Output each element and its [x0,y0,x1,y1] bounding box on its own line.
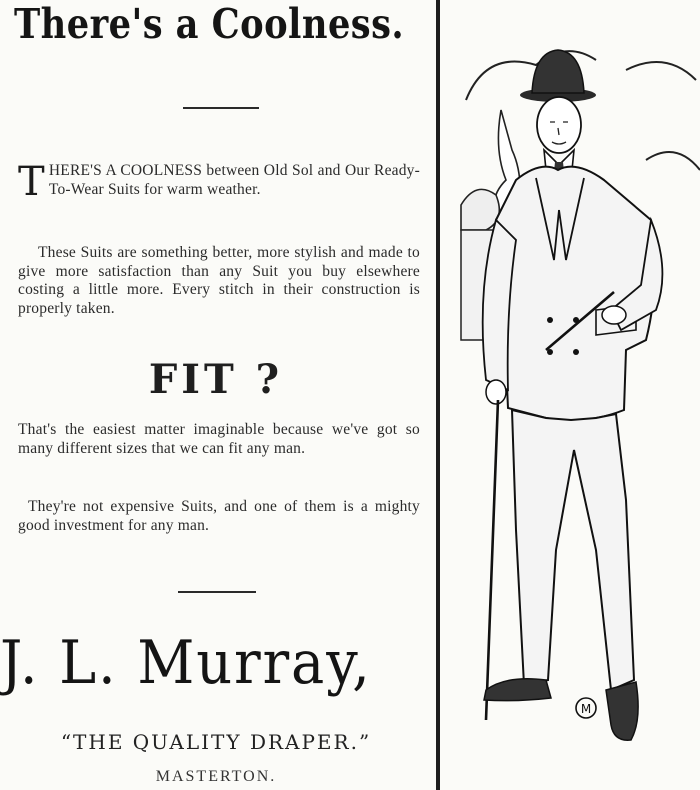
suit-trousers [512,410,634,690]
background-cloud-right [626,62,700,170]
sizes-paragraph: That's the easiest matter imaginable because we've got so many different sizes that we can fit any man. [18,421,420,457]
town-name: MASTERTON. [155,768,277,785]
bottom-divider-rule [178,591,256,593]
man-in-suit-illustration [446,30,700,770]
jacket-button [573,349,579,355]
artist-monogram-letter: M [580,702,592,716]
right-shoe [606,682,638,740]
top-divider-rule [183,107,259,109]
jacket-button [547,317,553,323]
left-shoe [484,679,551,701]
price-paragraph: They're not expensive Suits, and one of them is a mighty good investment for any man. [18,498,420,534]
right-hand [602,306,626,324]
drop-cap: T [18,159,45,205]
headline: There's a Coolness. [14,0,405,48]
slogan: “THE QUALITY DRAPER.” [60,730,372,754]
fit-heading: FIT ? [148,356,284,403]
background-hedge [461,189,499,230]
intro-text: HERE'S A COOLNESS between Old Sol and Our Ready-To-Wear Suits for warm weather. [48,162,420,198]
bowler-hat-crown [532,50,584,93]
column-divider [436,0,440,790]
merchant-name: J. L. Murray, [0,628,372,698]
left-hand [486,380,506,404]
intro-paragraph [18,159,420,205]
quality-paragraph: These Suits are something better, more stylish and made to give more satisfaction than any Suit you buy elsewhere costing a little more. Every stitch in their construction is properly taken. [18,244,420,317]
